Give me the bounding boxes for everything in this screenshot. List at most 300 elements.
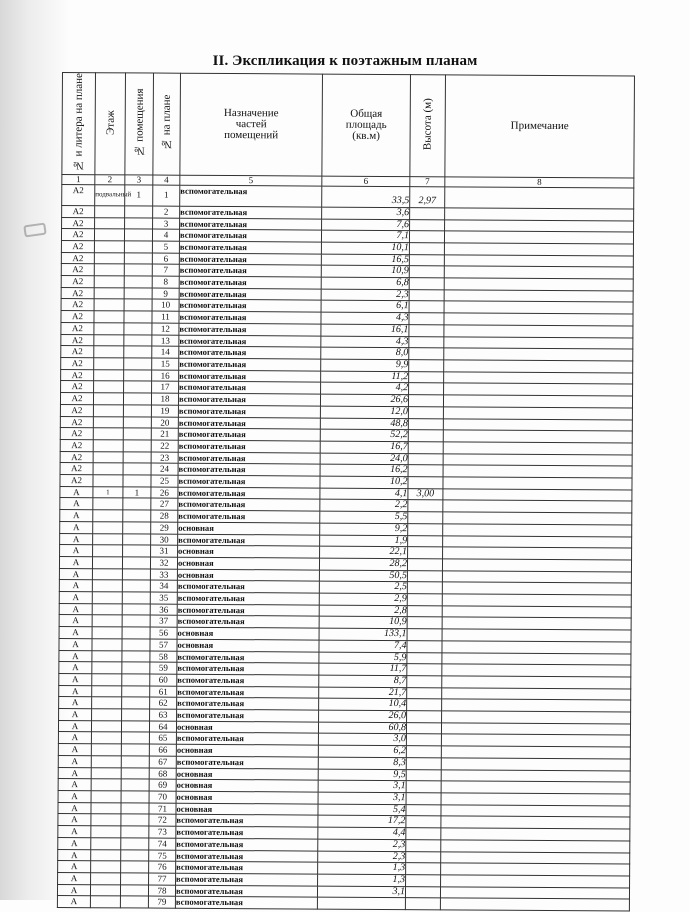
- cell-number: 31: [151, 545, 178, 557]
- cell-pomeshchenie: [123, 498, 151, 510]
- cell-height: 3,00: [408, 488, 443, 500]
- table-row: [57, 896, 629, 911]
- cell-pomeshchenie: [124, 323, 152, 335]
- cell-number: 57: [150, 639, 177, 651]
- cell-etazh: [91, 720, 121, 732]
- cell-litera: А: [57, 884, 90, 896]
- cell-number: 20: [151, 417, 178, 429]
- cell-pomeshchenie: [120, 896, 148, 908]
- cell-litera: А: [58, 779, 91, 791]
- cell-litera: А: [59, 603, 92, 615]
- cell-purpose: вспомогательная: [179, 276, 321, 289]
- cell-number: 1: [153, 185, 180, 206]
- cell-etazh: [94, 241, 124, 253]
- cell-area: 10,1: [321, 242, 409, 254]
- cell-etazh: [91, 814, 121, 826]
- cell-height: [408, 523, 443, 535]
- cell-number: 5: [152, 241, 179, 253]
- cell-litera: А: [58, 720, 91, 732]
- cell-height: [407, 582, 442, 594]
- cell-height: [409, 266, 444, 278]
- cell-purpose: вспомогательная: [176, 815, 318, 828]
- cell-purpose: вспомогательная: [177, 686, 319, 699]
- cell-purpose: вспомогательная: [178, 393, 320, 406]
- cell-purpose: вспомогательная: [177, 581, 319, 594]
- cell-height: [408, 418, 443, 430]
- cell-height: [408, 535, 443, 547]
- column-number: 3: [125, 175, 153, 185]
- cell-number: 13: [152, 335, 179, 347]
- cell-height: [408, 500, 443, 512]
- cell-number: 32: [150, 557, 177, 569]
- cell-number: 63: [150, 709, 177, 721]
- cell-pomeshchenie: [122, 604, 150, 616]
- cell-litera: А2: [61, 287, 94, 299]
- cell-pomeshchenie: [124, 311, 152, 323]
- cell-number: 9: [152, 288, 179, 300]
- cell-etazh: [91, 849, 121, 861]
- cell-height: [406, 758, 441, 770]
- cell-note: [440, 898, 629, 911]
- cell-height: [410, 207, 445, 219]
- cell-area: 2,3: [318, 851, 406, 863]
- cell-etazh: [92, 650, 122, 662]
- cell-pomeshchenie: [124, 229, 152, 241]
- cell-pomeshchenie: [124, 358, 152, 370]
- cell-purpose: вспомогательная: [179, 265, 321, 278]
- cell-etazh: [91, 861, 121, 873]
- cell-litera: А2: [61, 381, 94, 393]
- cell-area: 50,5: [319, 570, 407, 582]
- cell-litera: А2: [60, 404, 93, 416]
- cell-height: [406, 722, 441, 734]
- cell-litera: А2: [61, 299, 94, 311]
- cell-height: [406, 734, 441, 746]
- page-title: II. Экспликация к поэтажным планам: [212, 53, 478, 69]
- cell-litera: А: [60, 545, 93, 557]
- cell-litera: А: [59, 697, 92, 709]
- cell-height: [409, 243, 444, 255]
- cell-etazh: [91, 767, 121, 779]
- cell-area: 28,2: [319, 558, 407, 570]
- cell-purpose: вспомогательная: [178, 428, 320, 441]
- cell-purpose: вспомогательная: [180, 206, 322, 219]
- cell-etazh: [92, 674, 122, 686]
- cell-litera: А: [60, 521, 93, 533]
- cell-height: [406, 839, 441, 851]
- cell-etazh: [94, 346, 124, 358]
- cell-number: 10: [152, 300, 179, 312]
- cell-purpose: вспомогательная: [177, 662, 319, 675]
- cell-area: 5,4: [318, 804, 406, 816]
- cell-purpose: вспомогательная: [177, 616, 319, 629]
- col-header-ploshchad: Общая площадь (кв.м): [322, 74, 411, 176]
- cell-pomeshchenie: [122, 639, 150, 651]
- cell-number: 79: [148, 896, 175, 908]
- cell-area: 52,2: [320, 429, 408, 441]
- column-number: 2: [95, 175, 125, 185]
- cell-etazh: [93, 428, 123, 440]
- cell-area: 24,0: [320, 453, 408, 465]
- cell-area: 10,2: [320, 476, 408, 488]
- cell-pomeshchenie: [121, 767, 149, 779]
- cell-purpose: вспомогательная: [180, 218, 322, 231]
- cell-number: 34: [150, 580, 177, 592]
- cell-etazh: [94, 334, 124, 346]
- cell-area: 7,6: [322, 219, 410, 231]
- cell-height: [406, 781, 441, 793]
- cell-etazh: 1: [93, 486, 123, 498]
- cell-pomeshchenie: [123, 416, 151, 428]
- cell-litera: А: [58, 790, 91, 802]
- cell-litera: А: [58, 732, 91, 744]
- cell-height: [409, 324, 444, 336]
- column-number: 6: [322, 176, 410, 187]
- cell-etazh: [91, 744, 121, 756]
- col-header-litera: № и литера на плане: [62, 73, 96, 175]
- cell-etazh: [91, 873, 121, 885]
- cell-number: 56: [150, 627, 177, 639]
- cell-area: 26,0: [319, 710, 407, 722]
- cell-area: 1,3: [318, 874, 406, 886]
- cell-pomeshchenie: [125, 217, 153, 229]
- cell-pomeshchenie: [124, 381, 152, 393]
- cell-etazh: [92, 639, 122, 651]
- cell-area: 3,1: [317, 886, 405, 898]
- cell-etazh: [93, 440, 123, 452]
- cell-number: 74: [149, 838, 176, 850]
- cell-litera: А2: [61, 311, 94, 323]
- cell-etazh: [94, 264, 124, 276]
- cell-litera: А: [59, 592, 92, 604]
- cell-area: 48,8: [320, 418, 408, 430]
- cell-area: 16,2: [320, 464, 408, 476]
- cell-number: 33: [150, 569, 177, 581]
- cell-etazh: [94, 276, 124, 288]
- cell-litera: А2: [61, 346, 94, 358]
- cell-height: [407, 699, 442, 711]
- cell-purpose: вспомогательная: [179, 323, 321, 336]
- cell-etazh: [93, 451, 123, 463]
- column-number: 5: [180, 175, 322, 186]
- cell-purpose: вспомогательная: [176, 826, 318, 839]
- cell-purpose: вспомогательная: [179, 358, 321, 371]
- cell-area: 4,3: [321, 336, 409, 348]
- cell-pomeshchenie: [121, 814, 149, 826]
- cell-pomeshchenie: [124, 299, 152, 311]
- cell-purpose: вспомогательная: [179, 370, 321, 383]
- cell-litera: А: [58, 837, 91, 849]
- cell-litera: А: [59, 650, 92, 662]
- cell-number: 71: [149, 803, 176, 815]
- cell-number: 30: [151, 534, 178, 546]
- cell-number: 58: [150, 651, 177, 663]
- cell-number: 73: [149, 826, 176, 838]
- cell-number: 65: [149, 733, 176, 745]
- cell-area: 6,2: [318, 745, 406, 757]
- cell-etazh: [92, 662, 122, 674]
- cell-area: 1,9: [320, 535, 408, 547]
- cell-area: 21,7: [319, 687, 407, 699]
- cell-area: 3,1: [318, 792, 406, 804]
- cell-height: [408, 406, 443, 418]
- cell-pomeshchenie: [121, 861, 149, 873]
- cell-pomeshchenie: [122, 627, 150, 639]
- cell-height: [406, 769, 441, 781]
- cell-litera: А: [58, 767, 91, 779]
- cell-area: 16,7: [320, 441, 408, 453]
- cell-pomeshchenie: [124, 370, 152, 382]
- cell-number: 18: [151, 393, 178, 405]
- cell-number: 37: [150, 616, 177, 628]
- cell-height: [406, 793, 441, 805]
- cell-area: 8,3: [318, 757, 406, 769]
- cell-etazh: [92, 580, 122, 592]
- cell-litera: А2: [61, 334, 94, 346]
- cell-area: 3,0: [318, 734, 406, 746]
- cell-pomeshchenie: [125, 206, 153, 218]
- cell-height: [407, 629, 442, 641]
- cell-litera: А: [60, 510, 93, 522]
- cell-purpose: вспомогательная: [175, 897, 317, 910]
- cell-area: 2,9: [319, 593, 407, 605]
- cell-purpose: вспомогательная: [177, 651, 319, 664]
- cell-number: 4: [152, 229, 179, 241]
- cell-area: 8,0: [321, 347, 409, 359]
- cell-number: 3: [153, 218, 180, 230]
- cell-litera: А2: [61, 240, 94, 252]
- cell-litera: А: [58, 872, 91, 884]
- cell-area: 133,1: [319, 628, 407, 640]
- cell-purpose: вспомогательная: [179, 347, 321, 360]
- cell-pomeshchenie: [121, 791, 149, 803]
- cell-litera: А2: [61, 357, 94, 369]
- cell-height: [407, 652, 442, 664]
- cell-pomeshchenie: [124, 346, 152, 358]
- cell-area: 5,9: [319, 652, 407, 664]
- cell-height: [407, 640, 442, 652]
- cell-area: 4,4: [318, 827, 406, 839]
- cell-etazh: [91, 791, 121, 803]
- cell-area: 10,4: [319, 698, 407, 710]
- cell-pomeshchenie: [122, 686, 150, 698]
- cell-number: 61: [150, 686, 177, 698]
- cell-height: [407, 605, 442, 617]
- cell-area: 10,9: [321, 265, 409, 277]
- cell-purpose: вспомогательная: [179, 300, 321, 313]
- cell-purpose: основная: [176, 780, 318, 793]
- cell-pomeshchenie: [121, 721, 149, 733]
- cell-number: 23: [151, 452, 178, 464]
- cell-litera: А2: [60, 439, 93, 451]
- cell-purpose: вспомогательная: [178, 487, 320, 500]
- cell-litera: А: [58, 814, 91, 826]
- cell-height: [409, 313, 444, 325]
- cell-purpose: основная: [177, 639, 319, 652]
- cell-area: 4,1: [320, 488, 408, 500]
- cell-number: 75: [149, 850, 176, 862]
- cell-note: [445, 187, 634, 209]
- cell-purpose: вспомогательная: [176, 861, 318, 874]
- cell-etazh: [91, 732, 121, 744]
- cell-litera: А: [58, 744, 91, 756]
- cell-pomeshchenie: [124, 276, 152, 288]
- cell-pomeshchenie: [123, 510, 151, 522]
- cell-purpose: основная: [177, 627, 319, 640]
- cell-height: [409, 371, 444, 383]
- cell-litera: А: [58, 802, 91, 814]
- cell-number: 27: [151, 498, 178, 510]
- cell-area: 5,5: [320, 511, 408, 523]
- table-body: [57, 184, 633, 911]
- col-header-na-plane: № на плане: [153, 73, 181, 175]
- cell-litera: А2: [62, 205, 95, 217]
- cell-pomeshchenie: [123, 393, 151, 405]
- cell-etazh: [93, 416, 123, 428]
- cell-height: [409, 383, 444, 395]
- cell-purpose: вспомогательная: [179, 253, 321, 266]
- cell-pomeshchenie: [121, 744, 149, 756]
- cell-area: 8,7: [319, 675, 407, 687]
- cell-purpose: основная: [176, 721, 318, 734]
- cell-litera: А: [59, 615, 92, 627]
- cell-height: [409, 254, 444, 266]
- cell-height: [409, 231, 444, 243]
- cell-height: [407, 676, 442, 688]
- cell-purpose: вспомогательная: [178, 440, 320, 453]
- cell-pomeshchenie: [121, 826, 149, 838]
- cell-purpose: основная: [178, 522, 320, 535]
- col-header-vysota: Высота (м): [410, 75, 446, 177]
- cell-litera: А2: [61, 252, 94, 264]
- cell-purpose: вспомогательная: [179, 382, 321, 395]
- cell-number: 28: [151, 510, 178, 522]
- cell-height: [407, 559, 442, 571]
- column-number: 7: [410, 176, 445, 186]
- cell-etazh: [94, 323, 124, 335]
- cell-litera: А2: [60, 475, 93, 487]
- cell-etazh: [93, 545, 123, 557]
- cell-purpose: основная: [176, 791, 318, 804]
- cell-height: [409, 348, 444, 360]
- cell-litera: А2: [60, 393, 93, 405]
- cell-pomeshchenie: [122, 650, 150, 662]
- cell-number: 77: [149, 873, 176, 885]
- cell-area: 2,5: [319, 581, 407, 593]
- cell-etazh: [93, 533, 123, 545]
- cell-purpose: вспомогательная: [177, 698, 319, 711]
- cell-number: 15: [152, 358, 179, 370]
- cell-purpose: основная: [176, 744, 318, 757]
- cell-etazh: [94, 358, 124, 370]
- cell-purpose: основная: [177, 557, 319, 570]
- cell-number: 21: [151, 428, 178, 440]
- cell-area: 3,1: [318, 780, 406, 792]
- cell-area: 16,1: [321, 324, 409, 336]
- cell-pomeshchenie: [122, 709, 150, 721]
- cell-etazh: [95, 206, 125, 218]
- cell-etazh: [94, 299, 124, 311]
- cell-area: 10,9: [319, 617, 407, 629]
- cell-etazh: [92, 592, 122, 604]
- col-header-etazh: Этаж: [95, 73, 126, 175]
- cell-area: 26,6: [320, 394, 408, 406]
- cell-litera: А: [60, 486, 93, 498]
- cell-area: 2,8: [319, 605, 407, 617]
- cell-litera: А: [59, 556, 92, 568]
- cell-number: 62: [150, 697, 177, 709]
- cell-purpose: вспомогательная: [177, 674, 319, 687]
- cell-purpose: вспомогательная: [176, 756, 318, 769]
- cell-etazh: [91, 779, 121, 791]
- cell-litera: А: [57, 896, 90, 908]
- cell-pomeshchenie: [122, 580, 150, 592]
- cell-pomeshchenie: [121, 849, 149, 861]
- cell-number: 70: [149, 791, 176, 803]
- cell-etazh: [92, 685, 122, 697]
- cell-etazh: [92, 568, 122, 580]
- cell-purpose: вспомогательная: [178, 475, 320, 488]
- cell-area: 60,8: [318, 722, 406, 734]
- cell-litera: А2: [60, 463, 93, 475]
- cell-area: 22,1: [320, 546, 408, 558]
- col-header-naznachenie: Назначение частей помещений: [180, 73, 323, 176]
- cell-number: 7: [152, 264, 179, 276]
- cell-purpose: вспомогательная: [176, 733, 318, 746]
- cell-area: 7,4: [319, 640, 407, 652]
- cell-number: 24: [151, 463, 178, 475]
- cell-area: 3,6: [322, 207, 410, 219]
- cell-litera: А: [58, 861, 91, 873]
- cell-pomeshchenie: [123, 440, 151, 452]
- cell-etazh: [94, 287, 124, 299]
- cell-etazh: [90, 884, 120, 896]
- cell-area: 9,2: [320, 523, 408, 535]
- cell-area: 9,9: [321, 359, 409, 371]
- cell-litera: А: [58, 755, 91, 767]
- cell-height: [408, 512, 443, 524]
- cell-etazh: [93, 404, 123, 416]
- cell-litera: А2: [61, 322, 94, 334]
- cell-area: 33,5: [322, 186, 410, 208]
- cell-number: 16: [152, 370, 179, 382]
- cell-purpose: вспомогательная: [179, 288, 321, 301]
- cell-area: 17,2: [318, 815, 406, 827]
- cell-purpose: вспомогательная: [178, 452, 320, 465]
- cell-pomeshchenie: [121, 873, 149, 885]
- cell-height: [407, 594, 442, 606]
- cell-pomeshchenie: [122, 662, 150, 674]
- cell-number: 29: [151, 522, 178, 534]
- cell-litera: А: [59, 580, 92, 592]
- cell-height: [408, 547, 443, 559]
- cell-height: [406, 863, 441, 875]
- cell-litera: А: [58, 826, 91, 838]
- cell-area: 2,3: [318, 839, 406, 851]
- cell-purpose: вспомогательная: [176, 838, 318, 851]
- cell-area: 7,1: [321, 230, 409, 242]
- cell-pomeshchenie: [123, 451, 151, 463]
- cell-pomeshchenie: [121, 732, 149, 744]
- cell-purpose: вспомогательная: [176, 873, 318, 886]
- cell-area: 9,5: [318, 769, 406, 781]
- cell-height: [409, 336, 444, 348]
- cell-number: 19: [151, 405, 178, 417]
- cell-area: 11,7: [319, 663, 407, 675]
- cell-height: [409, 289, 444, 301]
- cell-height: [406, 851, 441, 863]
- cell-height: [408, 442, 443, 454]
